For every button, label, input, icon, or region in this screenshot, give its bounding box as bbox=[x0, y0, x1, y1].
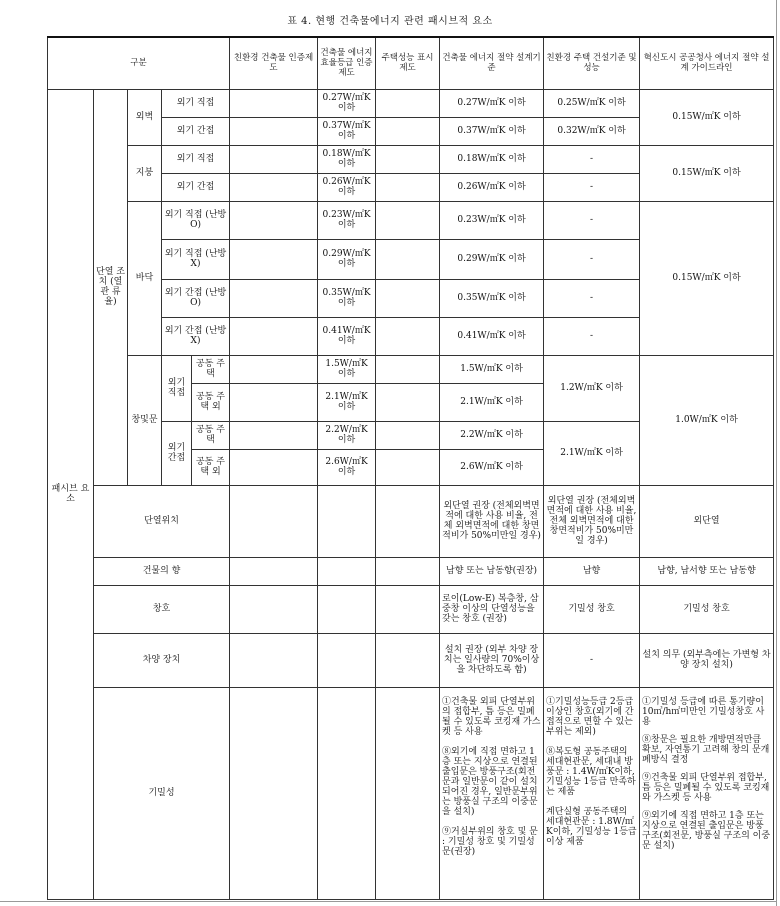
cell-c3 bbox=[376, 89, 440, 117]
cell-c1 bbox=[230, 557, 318, 585]
row-label: 외기 직접 bbox=[162, 89, 230, 117]
row-label-orientation: 건물의 향 bbox=[94, 557, 230, 585]
cell-c3 bbox=[376, 585, 440, 633]
cell-c3 bbox=[376, 201, 440, 239]
cell-c4: 0.35W/㎡K 이하 bbox=[440, 279, 544, 317]
header-energy-efficiency-cert: 건축물 에너지 효율등급 인증제도 bbox=[318, 37, 376, 89]
cell-c4: 남향 또는 남동향(권장) bbox=[440, 557, 544, 585]
cell-c2: 0.23W/㎡K 이하 bbox=[318, 201, 376, 239]
cell-c4: 2.1W/㎡K 이하 bbox=[440, 383, 544, 421]
cell-c5: - bbox=[544, 145, 640, 173]
window-direct: 외기직접 bbox=[162, 355, 192, 421]
cell-c5: 외단열 권장 (전체외벽면적에 대한 사용 비율, 전체 외벽면적에 대한 창면적비가 50%미만일 경우) bbox=[544, 485, 640, 557]
cell-c2 bbox=[318, 687, 376, 899]
cell-c4: 0.29W/㎡K 이하 bbox=[440, 239, 544, 279]
cell-c5: - bbox=[544, 201, 640, 239]
header-category: 구분 bbox=[48, 37, 230, 89]
cell-c1 bbox=[230, 421, 318, 449]
row-label: 외기 간접 (난방X) bbox=[162, 317, 230, 355]
cell-c5: 1.2W/㎡K 이하 bbox=[544, 355, 640, 421]
cell-c6: 남향, 남서향 또는 남동향 bbox=[640, 557, 774, 585]
table-caption: 표 4. 현행 건축물에너지 관련 패시브적 요소 bbox=[287, 16, 493, 27]
cell-c1 bbox=[230, 173, 318, 201]
row-label: 공동 주택 외 bbox=[192, 449, 230, 485]
cell-c1 bbox=[230, 117, 318, 145]
cell-c6: 설치 의무 (외부측에는 가변형 차양 장치 설치) bbox=[640, 633, 774, 687]
cell-c4: 0.26W/㎡K 이하 bbox=[440, 173, 544, 201]
cell-c4: 1.5W/㎡K 이하 bbox=[440, 355, 544, 383]
cell-c6: 0.15W/㎡K 이하 bbox=[640, 89, 774, 145]
cell-c2: 2.6W/㎡K 이하 bbox=[318, 449, 376, 485]
page-border-right bbox=[776, 0, 777, 906]
cell-c6: 0.15W/㎡K 이하 bbox=[640, 201, 774, 355]
cell-c1 bbox=[230, 279, 318, 317]
cell-c3 bbox=[376, 485, 440, 557]
group-roof: 지붕 bbox=[128, 145, 162, 201]
cell-c3 bbox=[376, 687, 440, 899]
cell-c5: 기밀성 창호 bbox=[544, 585, 640, 633]
cell-c1 bbox=[230, 89, 318, 117]
cell-c1 bbox=[230, 687, 318, 899]
cell-c2: 2.1W/㎡K 이하 bbox=[318, 383, 376, 421]
cell-c1 bbox=[230, 239, 318, 279]
header-green-housing-standard: 친환경 주택 건설기준 및 성능 bbox=[544, 37, 640, 89]
cell-c3 bbox=[376, 239, 440, 279]
cell-c6 bbox=[640, 687, 774, 899]
cell-c6: 외단열 bbox=[640, 485, 774, 557]
cell-c2 bbox=[318, 585, 376, 633]
cell-c3 bbox=[376, 279, 440, 317]
cell-c3 bbox=[376, 449, 440, 485]
cell-c3 bbox=[376, 145, 440, 173]
group-floor: 바닥 bbox=[128, 201, 162, 355]
cell-c5: 0.32W/㎡K 이하 bbox=[544, 117, 640, 145]
airtight-c4-item: ①건축물 외피 단열부위의 접합부, 틈 등은 밀폐될 수 있도록 코킹재 가스켓 등 사용 bbox=[442, 696, 541, 737]
cell-c6: 0.15W/㎡K 이하 bbox=[640, 145, 774, 201]
airtight-c6-item: ⑨외기에 직접 면하고 1층 또는 지상으로 연결된 출입문은 방풍구조(회전문, 방풍실 구조의 이중문 설치) bbox=[642, 810, 771, 851]
cell-c2: 0.18W/㎡K 이하 bbox=[318, 145, 376, 173]
cell-c2: 0.29W/㎡K 이하 bbox=[318, 239, 376, 279]
header-housing-performance: 주택성능 표시제도 bbox=[376, 37, 440, 89]
cell-c5: - bbox=[544, 317, 640, 355]
cell-c4 bbox=[440, 687, 544, 899]
cell-c3 bbox=[376, 633, 440, 687]
cell-c1 bbox=[230, 485, 318, 557]
cell-c1 bbox=[230, 383, 318, 421]
cell-c5: - bbox=[544, 633, 640, 687]
cell-c3 bbox=[376, 173, 440, 201]
cell-c1 bbox=[230, 449, 318, 485]
cell-c3 bbox=[376, 355, 440, 383]
row-label: 공동 주택 bbox=[192, 421, 230, 449]
cell-c4: 2.6W/㎡K 이하 bbox=[440, 449, 544, 485]
row-label-airtightness: 기밀성 bbox=[94, 687, 230, 899]
cell-c1 bbox=[230, 585, 318, 633]
header-innovation-city-guideline: 혁신도시 공공청사 에너지 절약 설계 가이드라인 bbox=[640, 37, 774, 89]
cell-c4: 2.2W/㎡K 이하 bbox=[440, 421, 544, 449]
airtight-c5-item: ①기밀성능등급 2등급 이상인 창호(외기에 간접적으로 면할 수 있는 부위는 제외) bbox=[546, 696, 634, 737]
airtight-c4-item: ⑨거실부위의 창호 및 문 : 기밀성 창호 및 기밀성 문(권장) bbox=[442, 826, 538, 857]
row-label: 공동 주택 bbox=[192, 355, 230, 383]
cell-c2: 0.26W/㎡K 이하 bbox=[318, 173, 376, 201]
cell-c1 bbox=[230, 145, 318, 173]
cell-c1 bbox=[230, 633, 318, 687]
airtight-c6-item: ①기밀성 등급에 따른 통기량이 10㎥/h㎡미만인 기밀성창호 사용 bbox=[642, 696, 765, 727]
row-label-shading: 차양 장치 bbox=[94, 633, 230, 687]
cell-c2: 0.37W/㎡K 이하 bbox=[318, 117, 376, 145]
group-window: 창및문 bbox=[128, 355, 162, 485]
row-label: 외기 직접 (난방O) bbox=[162, 201, 230, 239]
cell-c4: 0.23W/㎡K 이하 bbox=[440, 201, 544, 239]
row-label: 공동 주택 외 bbox=[192, 383, 230, 421]
cell-c4: 로이(Low-E) 복층창, 삼중창 이상의 단열성능을 갖는 창호 (권장) bbox=[440, 585, 544, 633]
passive-elements-table bbox=[47, 36, 774, 900]
cell-c1 bbox=[230, 317, 318, 355]
window-indirect: 외기간접 bbox=[162, 421, 192, 485]
cell-c3 bbox=[376, 117, 440, 145]
cell-c2: 0.27W/㎡K 이하 bbox=[318, 89, 376, 117]
cell-c5: 남향 bbox=[544, 557, 640, 585]
row-label-sash: 창호 bbox=[94, 585, 230, 633]
cell-c4: 0.27W/㎡K 이하 bbox=[440, 89, 544, 117]
cell-c3 bbox=[376, 317, 440, 355]
cell-c3 bbox=[376, 557, 440, 585]
cell-c5: 0.25W/㎡K 이하 bbox=[544, 89, 640, 117]
cell-c2: 2.2W/㎡K 이하 bbox=[318, 421, 376, 449]
cell-c4: 0.37W/㎡K 이하 bbox=[440, 117, 544, 145]
cell-c5: - bbox=[544, 279, 640, 317]
group-passive: 패시브 요소 bbox=[48, 89, 94, 899]
airtight-c4-item: ⑧외기에 직접 면하고 1층 또는 지상으로 연결된 출입문은 방풍구조(회전문과 일반문이 같이 설치되어진 경우, 일반문부위는 방풍실 구조의 이중문을 설치) bbox=[442, 746, 538, 817]
cell-c3 bbox=[376, 421, 440, 449]
cell-c2 bbox=[318, 633, 376, 687]
row-label: 외기 간접 bbox=[162, 173, 230, 201]
cell-c4: 0.41W/㎡K 이하 bbox=[440, 317, 544, 355]
cell-c2 bbox=[318, 557, 376, 585]
cell-c4: 설치 권장 (외부 차양 장치는 일사량의 70%이상을 차단하도록 함) bbox=[440, 633, 544, 687]
cell-c2: 0.41W/㎡K 이하 bbox=[318, 317, 376, 355]
cell-c2: 1.5W/㎡K 이하 bbox=[318, 355, 376, 383]
cell-c3 bbox=[376, 383, 440, 421]
cell-c4: 외단열 권장 (전체외벽면적에 대한 사용 비율, 전체 외벽면적에 대한 창면적비가 50%미만일 경우) bbox=[440, 485, 544, 557]
cell-c4: 0.18W/㎡K 이하 bbox=[440, 145, 544, 173]
header-energy-saving-design: 건축물 에너지 절약 설계기준 bbox=[440, 37, 544, 89]
row-label: 외기 간접 bbox=[162, 117, 230, 145]
cell-c2 bbox=[318, 485, 376, 557]
cell-c5: - bbox=[544, 173, 640, 201]
airtight-c5-item: 계단실형 공동주택의 세대현관문 : 1.8W/㎡K이하, 기밀성능 1등급 이상 제품 bbox=[546, 806, 637, 847]
cell-c5: - bbox=[544, 239, 640, 279]
cell-c2: 0.35W/㎡K 이하 bbox=[318, 279, 376, 317]
group-wall: 외벽 bbox=[128, 89, 162, 145]
row-label-insulation-position: 단열위치 bbox=[94, 485, 230, 557]
airtight-c6-item: ⑨건축물 외피 단열부위 접합부, 틈 등은 밀폐될 수 있도록 코킹재와 가스켓 등 사용 bbox=[642, 772, 770, 803]
row-label: 외기 직접 bbox=[162, 145, 230, 173]
header-green-building-cert: 친환경 건축물 인증제도 bbox=[230, 37, 318, 89]
group-insulation: 단열 조치 (열관 류율) bbox=[94, 89, 128, 485]
cell-c6: 기밀성 창호 bbox=[640, 585, 774, 633]
cell-c6: 1.0W/㎡K 이하 bbox=[640, 355, 774, 485]
row-label: 외기 간접 (난방O) bbox=[162, 279, 230, 317]
airtight-c5-item: ⑧복도형 공동주택의 세대현관문, 세대내 방풍문 : 1.4W/㎡K이하, 기밀성능 1등급 만족하는 제품 bbox=[546, 746, 636, 797]
airtight-c6-item: ⑧창문은 필요한 개방면적만큼 확보, 자연통기 고려해 창의 문개폐방식 결정 bbox=[642, 734, 770, 765]
cell-c1 bbox=[230, 355, 318, 383]
cell-c1 bbox=[230, 201, 318, 239]
cell-c5 bbox=[544, 687, 640, 899]
page-border-bottom bbox=[0, 901, 777, 902]
row-label: 외기 직접 (난방X) bbox=[162, 239, 230, 279]
cell-c5: 2.1W/㎡K 이하 bbox=[544, 421, 640, 485]
